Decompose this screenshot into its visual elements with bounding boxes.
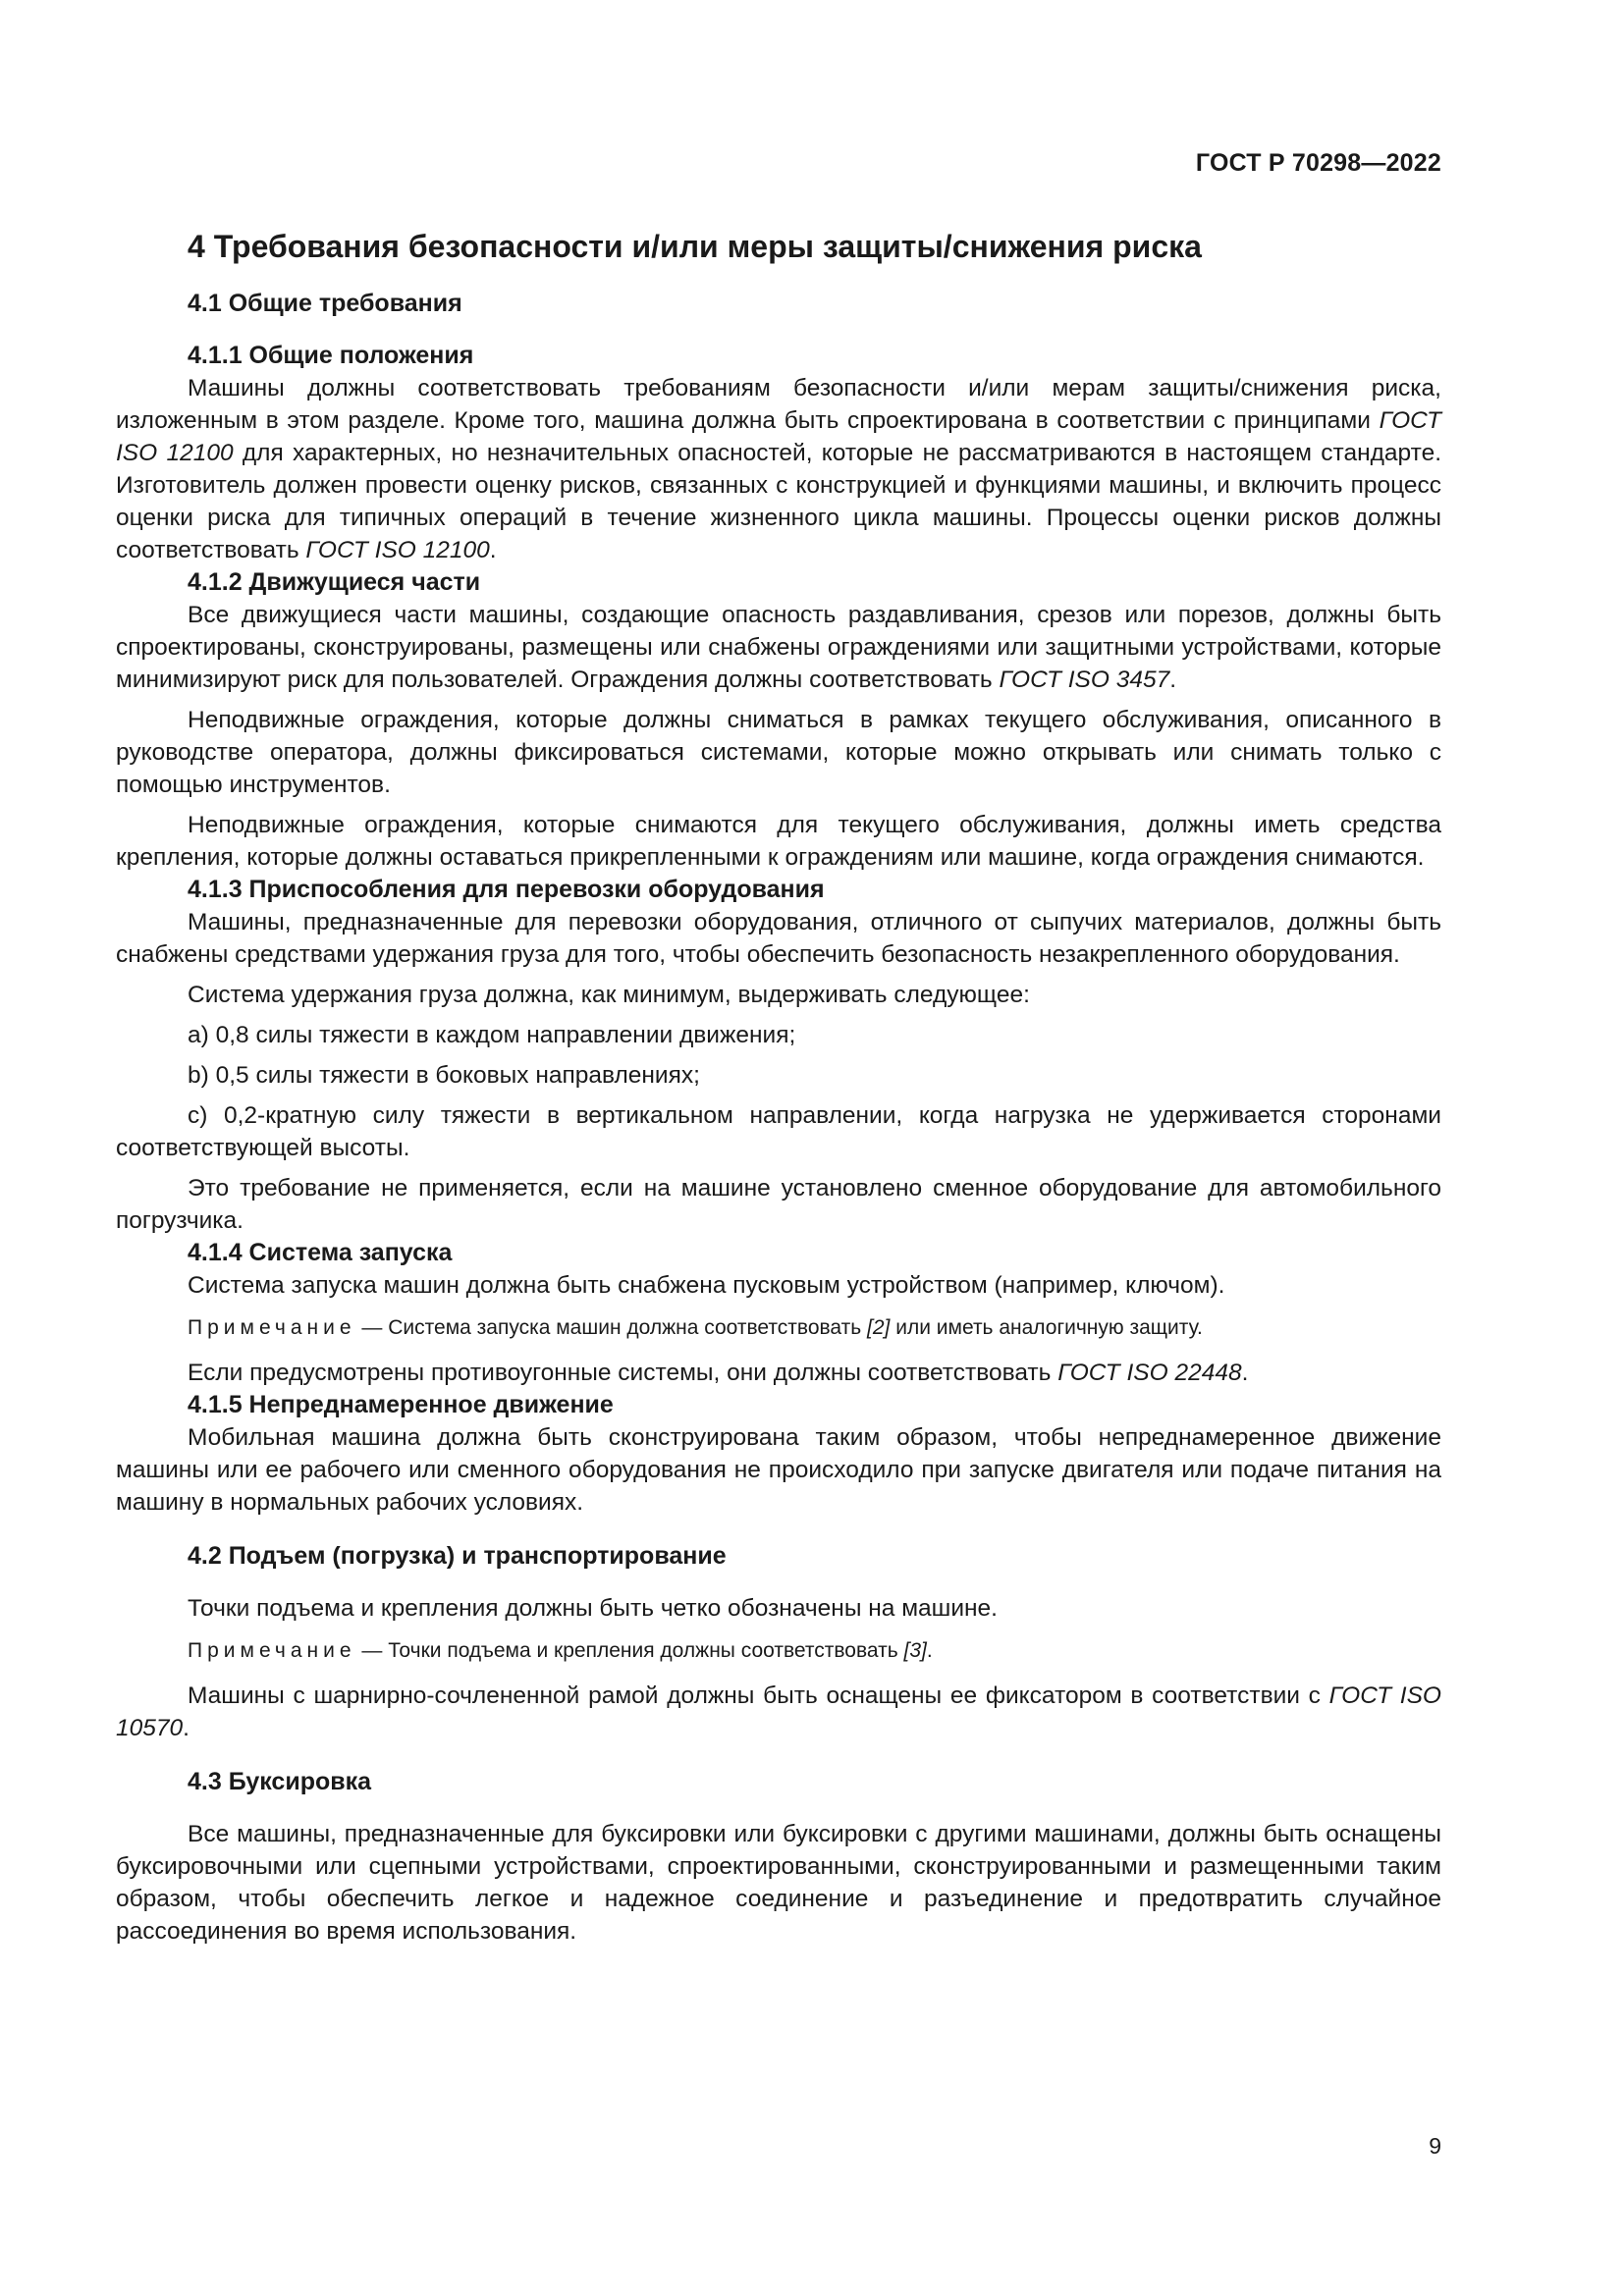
section-4-2-title: 4.2 Подъем (погрузка) и транспортирование	[188, 1542, 727, 1570]
reference-bibliography-2: [2]	[867, 1316, 891, 1339]
paragraph-4-2-2	[116, 1680, 1441, 1744]
text-run: .	[926, 1639, 933, 1662]
text-run: .	[1241, 1360, 1249, 1386]
document-code-header: ГОСТ Р 70298—2022	[1195, 149, 1441, 177]
reference-gost-iso-3457: ГОСТ ISO 3457	[999, 667, 1170, 693]
paragraph-4-1-5: Мобильная машина должна быть сконструирована таким образом, чтобы непреднамеренное движение машины или ее рабочего или сменного оборудования не происходило при запуске двигателя или подаче питания на машину в нормальных рабочих условиях.	[116, 1424, 1441, 1516]
page-content	[116, 227, 1441, 1948]
section-4-1-3-title: 4.1.3 Приспособления для перевозки оборудования	[188, 876, 825, 903]
text-run: Если предусмотрены противоугонные системы, они должны соответствовать	[188, 1360, 1058, 1386]
text-run: Машины с шарнирно-сочлененной рамой должны быть оснащены ее фиксатором в соответствии с	[188, 1682, 1329, 1709]
text-run: или иметь аналогичную защиту.	[890, 1316, 1203, 1339]
text-run: .	[489, 537, 497, 563]
reference-gost-iso-22448: ГОСТ ISO 22448	[1057, 1360, 1242, 1386]
section-4-1-2-title: 4.1.2 Движущиеся части	[188, 568, 481, 596]
list-item-a: a) 0,8 силы тяжести в каждом направлении движения;	[188, 1022, 796, 1048]
paragraph-4-1-2-2: Неподвижные ограждения, которые должны сниматься в рамках текущего обслуживания, описанного в руководстве оператора, должны фиксироваться системами, которые можно открывать или снимать только с помощью инструментов.	[116, 707, 1441, 798]
list-item-b: b) 0,5 силы тяжести в боковых направлениях;	[188, 1062, 700, 1089]
paragraph-4-1-3-1: Машины, предназначенные для перевозки оборудования, отличного от сыпучих материалов, должны быть снабжены средствами удержания груза для того, чтобы обеспечить безопасность незакрепленного оборудования.	[116, 909, 1441, 968]
paragraph-4-2-1: Точки подъема и крепления должны быть четко обозначены на машине.	[188, 1595, 998, 1622]
reference-bibliography-3: [3]	[903, 1639, 927, 1662]
section-4-1-title: 4.1 Общие требования	[188, 290, 462, 317]
paragraph-4-1-3-2: Система удержания груза должна, как минимум, выдерживать следующее:	[188, 982, 1030, 1008]
section-4-1-4-title: 4.1.4 Система запуска	[188, 1239, 453, 1266]
paragraph-4-1-3-3: Это требование не применяется, если на машине установлено сменное оборудование для автомобильного погрузчика.	[116, 1175, 1441, 1234]
paragraph-4-1-4-2	[116, 1357, 1441, 1389]
paragraph-4-1-1	[116, 372, 1441, 566]
paragraph-4-1-4-1: Система запуска машин должна быть снабжена пусковым устройством (например, ключом).	[188, 1272, 1225, 1299]
text-run: Все движущиеся части машины, создающие опасность раздавливания, срезов или порезов, должны быть спроектированы, сконструированы, размещены или снабжены ограждениями или защитными устройствами, которые минимизируют риск для пользователей. Ограждения должны соответствовать	[116, 602, 1441, 693]
note-label: Примечание	[188, 1316, 356, 1339]
reference-gost-iso-10570: ГОСТ ISO 10570	[116, 1682, 1441, 1741]
paragraph-4-1-2-1	[116, 599, 1441, 696]
paragraph-4-3: Все машины, предназначенные для буксировки или буксировки с другими машинами, должны быть оснащены буксировочными или сцепными устройствами, спроектированными, сконструированными и размещенными таким образом, чтобы обеспечить легкое и надежное соединение и разъединение и предотвратить случайное рассоединения во время использования.	[116, 1821, 1441, 1945]
section-4-1-1-title: 4.1.1 Общие положения	[188, 342, 474, 369]
text-run: для характерных, но незначительных опасностей, которые не рассматриваются в настоящем стандарте. Изготовитель должен провести оценку рисков, связанных с конструкцией и функциями машины, и включить процесс оценки риска для типичных операций в течение жизненного цикла машины. Процессы оценки рисков должны соответствовать	[116, 440, 1442, 563]
reference-gost-iso-12100: ГОСТ ISO 12100	[305, 537, 490, 563]
text-run: .	[183, 1715, 189, 1741]
page-number: 9	[1429, 2133, 1441, 2159]
section-4-3-title: 4.3 Буксировка	[188, 1768, 372, 1795]
list-item-c: c) 0,2-кратную силу тяжести в вертикальном направлении, когда нагрузка не удерживается сторонами соответствующей высоты.	[116, 1102, 1441, 1161]
text-run: — Система запуска машин должна соответствовать	[355, 1316, 868, 1339]
note-4-2	[116, 1636, 1441, 1666]
section-4-title: 4 Требования безопасности и/или меры защиты/снижения риска	[188, 229, 1202, 264]
note-4-1-4	[116, 1313, 1441, 1343]
paragraph-4-1-2-3: Неподвижные ограждения, которые снимаются для текущего обслуживания, должны иметь средства крепления, которые должны оставаться прикрепленными к ограждениям или машине, когда ограждения снимаются.	[116, 812, 1441, 871]
note-label: Примечание	[188, 1639, 356, 1662]
text-run: — Точки подъема и крепления должны соответствовать	[355, 1639, 904, 1662]
section-4-1-5-title: 4.1.5 Непреднамеренное движение	[188, 1391, 614, 1418]
text-run: .	[1169, 667, 1177, 693]
reference-gost-iso-12100: ГОСТ ISO 12100	[116, 407, 1441, 466]
text-run: Машины должны соответствовать требованиям безопасности и/или мерам защиты/снижения риска, изложенным в этом разделе. Кроме того, машина должна быть спроектирована в соответствии с принципами	[116, 375, 1441, 434]
